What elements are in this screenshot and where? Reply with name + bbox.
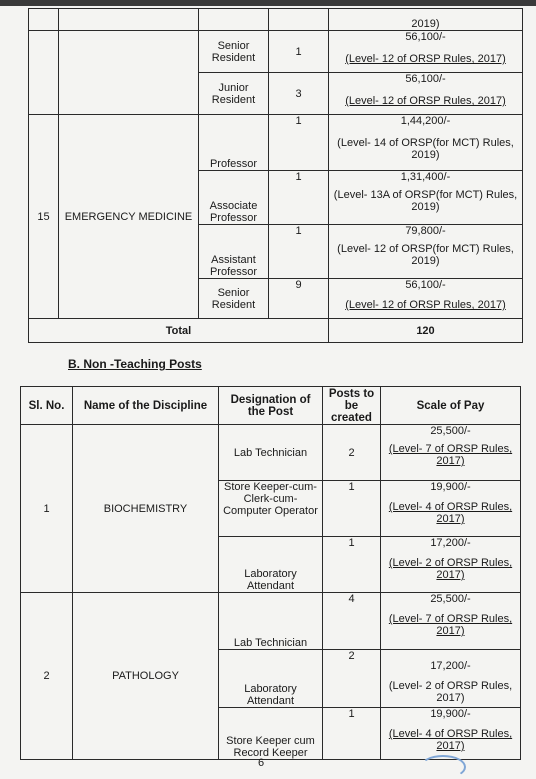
pay-cell: 56,100/- (Level- 12 of ORSP Rules, 2017) bbox=[329, 73, 523, 115]
posts-cell: 1 bbox=[323, 537, 381, 593]
header-posts: Posts to be created bbox=[323, 387, 381, 425]
total-label: Total bbox=[29, 319, 329, 343]
posts-cell: 1 bbox=[269, 115, 329, 171]
designation-cell: Senior Resident bbox=[199, 279, 269, 319]
header-pay: Scale of Pay bbox=[381, 387, 521, 425]
sl-no-cell: 1 bbox=[21, 425, 73, 593]
pay-cell: 25,500/- (Level- 7 of ORSP Rules, 2017) bbox=[381, 593, 521, 650]
posts-cell: 1 bbox=[269, 31, 329, 73]
posts-cell: 1 bbox=[269, 171, 329, 225]
designation-cell: Laboratory Attendant bbox=[219, 537, 323, 593]
designation-cell: Laboratory Attendant bbox=[219, 650, 323, 708]
pay-cell: 1,31,400/- (Level- 13A of ORSP(for MCT) Rules, 2019) bbox=[329, 171, 523, 225]
pay-cell: 17,200/- (Level- 2 of ORSP Rules, 2017) bbox=[381, 650, 521, 708]
posts-cell: 9 bbox=[269, 279, 329, 319]
discipline-cell: EMERGENCY MEDICINE bbox=[59, 115, 199, 319]
section-title: B. Non -Teaching Posts bbox=[68, 357, 202, 371]
designation-cell: Senior Resident bbox=[199, 31, 269, 73]
header-discipline: Name of the Discipline bbox=[73, 387, 219, 425]
total-value: 120 bbox=[329, 319, 523, 343]
designation-cell: Store Keeper-cum-Clerk-cum-Computer Operator bbox=[219, 481, 323, 537]
designation-cell: Store Keeper cum Record Keeper bbox=[219, 708, 323, 760]
posts-cell: 2 bbox=[323, 650, 381, 708]
designation-cell: Assistant Professor bbox=[199, 225, 269, 279]
discipline-cell: BIOCHEMISTRY bbox=[73, 425, 219, 593]
sl-no-cell: 15 bbox=[29, 115, 59, 319]
designation-cell: Lab Technician bbox=[219, 593, 323, 650]
pay-cell: 25,500/- (Level- 7 of ORSP Rules, 2017) bbox=[381, 425, 521, 481]
pay-cell: 19,900/- (Level- 4 of ORSP Rules, 2017) bbox=[381, 708, 521, 760]
stamp-mark bbox=[420, 755, 466, 779]
pay-cell: 56,100/- (Level- 12 of ORSP Rules, 2017) bbox=[329, 279, 523, 319]
posts-cell: 1 bbox=[269, 225, 329, 279]
posts-cell: 4 bbox=[323, 593, 381, 650]
header-sl-no: Sl. No. bbox=[21, 387, 73, 425]
pay-cell: 19,900/- (Level- 4 of ORSP Rules, 2017) bbox=[381, 481, 521, 537]
header-designation: Designation of the Post bbox=[219, 387, 323, 425]
posts-cell: 1 bbox=[323, 708, 381, 760]
pay-cell: 1,44,200/- (Level- 14 of ORSP(for MCT) Rules, 2019) bbox=[329, 115, 523, 171]
pay-cell: 17,200/- (Level- 2 of ORSP Rules, 2017) bbox=[381, 537, 521, 593]
posts-cell: 2 bbox=[323, 425, 381, 481]
designation-cell: Junior Resident bbox=[199, 73, 269, 115]
pay-cell: 79,800/- (Level- 12 of ORSP(for MCT) Rules, 2019) bbox=[329, 225, 523, 279]
posts-cell: 1 bbox=[323, 481, 381, 537]
posts-cell: 3 bbox=[269, 73, 329, 115]
teaching-posts-table bbox=[28, 8, 523, 343]
non-teaching-posts-table bbox=[20, 386, 521, 760]
designation-cell: Professor bbox=[199, 115, 269, 171]
scan-top-edge bbox=[0, 0, 536, 6]
designation-cell: Lab Technician bbox=[219, 425, 323, 481]
pay-cell-tail: 2019) bbox=[329, 9, 523, 31]
pay-cell: 56,100/- (Level- 12 of ORSP Rules, 2017) bbox=[329, 31, 523, 73]
sl-no-cell: 2 bbox=[21, 593, 73, 760]
page-number: 6 bbox=[258, 757, 265, 769]
designation-cell: Associate Professor bbox=[199, 171, 269, 225]
discipline-cell: PATHOLOGY bbox=[73, 593, 219, 760]
